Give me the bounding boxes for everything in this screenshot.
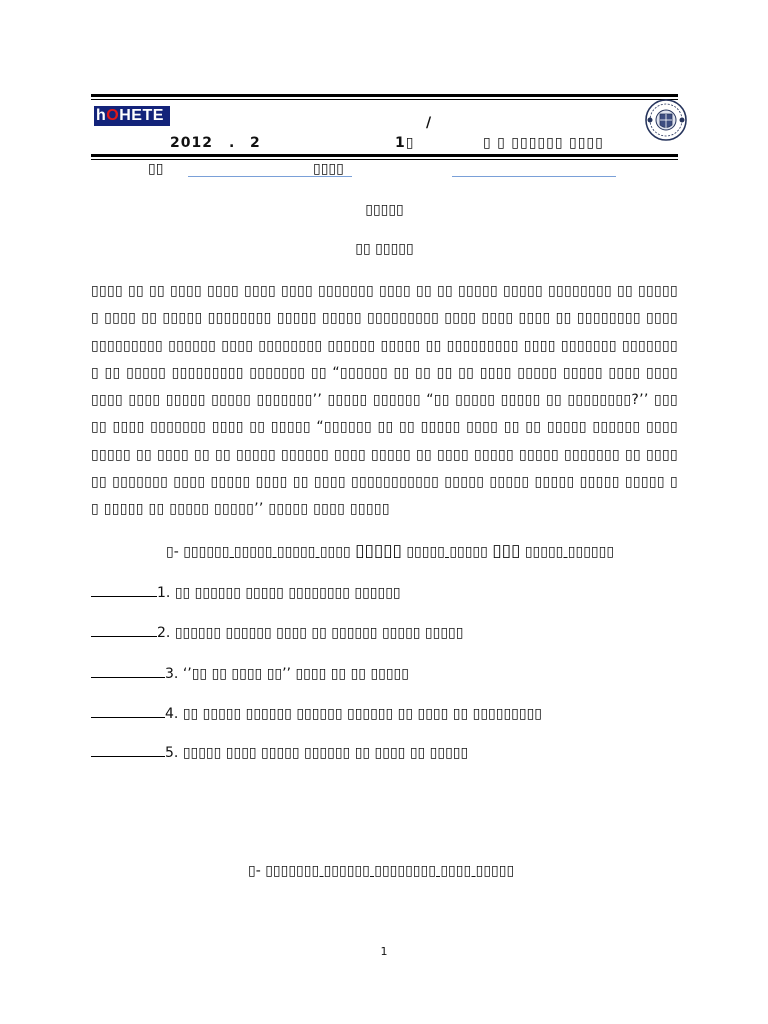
section-1-text-c: ▯▯▯▯▯ ▯▯▯▯▯▯ [524,544,615,560]
answer-blank-4[interactable] [91,703,165,718]
page-number: 1 [380,945,388,958]
answer-blank-1[interactable] [91,582,157,597]
header-subject: ▯ ▯ ▯▯▯▯▯▯ ▯▯▯▯ [483,135,604,151]
name-label: ▯▯ [148,161,164,177]
answer-blank-2[interactable] [91,622,157,637]
header-term: 2 [250,135,261,151]
section-1-heading [166,541,614,561]
class-label: ▯▯▯▯ [313,161,344,177]
header-rule-bottom-thick [91,154,678,157]
answer-blank-3[interactable] [91,663,165,678]
section-1-emphasis-a: ▯▯▯▯▯ [355,541,402,561]
school-logo: hOHETE [94,106,170,126]
question-1: 1. ▯▯ ▯▯▯▯▯▯ ▯▯▯▯▯ ▯▯▯▯▯▯▯▯ ▯▯▯▯▯▯ [91,582,401,601]
section-1-marker: ▯- [166,544,179,560]
reading-passage: ▯▯▯▯ ▯▯ ▯▯ ▯▯▯▯ ▯▯▯▯ ▯▯▯▯ ▯▯▯▯ ▯▯▯▯▯▯▯ ▯▯▯▯ ▯▯ ▯▯ ▯▯▯▯▯ ▯▯▯▯▯ ▯▯▯▯▯▯▯▯ ▯▯ ▯▯▯▯▯▯ ▯▯▯▯ ▯▯ ▯▯▯▯▯ ▯▯▯▯▯▯▯▯ ▯▯▯▯▯ ▯▯▯▯▯ ▯▯▯▯▯▯▯▯▯ ▯▯▯▯ ▯▯▯▯ ▯▯▯▯ ▯▯ ▯▯▯▯▯▯▯▯ ▯▯▯▯▯▯▯▯▯▯▯▯▯ ▯▯▯▯▯▯ ▯▯▯▯ ▯▯▯▯▯▯▯▯ ▯▯▯▯▯▯ ▯▯▯▯▯ ▯▯ ▯▯▯▯▯▯▯▯▯ ▯▯▯▯ ▯▯▯▯▯▯▯ ▯▯▯▯▯▯▯▯ ▯▯ ▯▯▯▯▯ ▯▯▯▯▯▯▯▯▯ ▯▯▯▯▯▯▯ ▯▯ “▯▯▯▯▯▯ ▯▯ ▯▯ ▯▯ ▯▯ ▯▯▯▯ ▯▯▯▯▯ ▯▯▯▯▯ ▯▯▯▯ ▯▯▯▯ ▯▯▯▯ ▯▯▯▯ ▯▯▯▯▯ ▯▯▯▯▯ ▯▯▯▯▯▯▯’’ ▯▯▯▯▯ ▯▯▯▯▯▯ “▯▯ ▯▯▯▯▯ ▯▯▯▯▯ ▯▯ ▯▯▯▯▯▯▯▯?’’ ▯▯▯▯▯ ▯▯▯▯ ▯▯▯▯▯▯▯ ▯▯▯▯ ▯▯ ▯▯▯▯▯ “▯▯▯▯▯▯ ▯▯ ▯▯ ▯▯▯▯▯ ▯▯▯▯ ▯▯ ▯▯ ▯▯▯▯▯ ▯▯▯▯▯▯ ▯▯▯▯ ▯▯▯▯▯ ▯▯ ▯▯▯▯ ▯▯ ▯▯ ▯▯▯▯▯ ▯▯▯▯▯▯ ▯▯▯▯ ▯▯▯▯▯ ▯▯ ▯▯▯▯ ▯▯▯▯▯ ▯▯▯▯▯ ▯▯▯▯▯▯▯ ▯▯ ▯▯▯▯ ▯▯ ▯▯▯▯▯▯▯ ▯▯▯▯ ▯▯▯▯▯ ▯▯▯▯ ▯▯ ▯▯▯▯ ▯▯▯▯▯▯▯▯▯▯▯ ▯▯▯▯▯ ▯▯▯▯▯ ▯▯▯▯▯ ▯▯▯▯▯ ▯▯▯▯▯ ▯▯ ▯▯▯▯▯ ▯▯ ▯▯▯▯▯ ▯▯▯▯▯’’ ▯▯▯▯▯ ▯▯▯▯ ▯▯▯▯▯ [91,283,678,518]
section-1-text-a: ▯▯▯▯▯▯ ▯▯▯▯▯ ▯▯▯▯▯ ▯▯▯▯ [183,544,351,560]
page-title: ▯▯▯▯▯ [365,202,404,218]
section-2-text: ▯▯▯▯▯▯▯ ▯▯▯▯▯▯ ▯▯▯▯▯▯▯▯ ▯▯▯▯ ▯▯▯▯▯ [265,863,515,879]
page-subtitle: ▯▯ ▯▯▯▯▯ [355,241,414,257]
header-grade: 1▯ [395,135,415,151]
section-2-heading [248,863,514,879]
header-year: 2012 [170,135,213,151]
header-rule-bottom-thin [91,159,678,160]
header-rule-top-thin [91,99,678,100]
school-seal-icon [643,98,689,142]
section-1-text-b: ▯▯▯▯▯ ▯▯▯▯▯ [406,544,488,560]
question-5: 5. ▯▯▯▯▯ ▯▯▯▯ ▯▯▯▯▯ ▯▯▯▯▯▯ ▯▯ ▯▯▯▯ ▯▯ ▯▯▯▯▯ [91,742,468,761]
header-slash: / [426,115,433,131]
question-4: 4. ▯▯ ▯▯▯▯▯ ▯▯▯▯▯▯ ▯▯▯▯▯▯ ▯▯▯▯▯▯ ▯▯ ▯▯▯▯ ▯▯ ▯▯▯▯▯▯▯▯▯ [91,703,542,722]
header-rule-top-thick [91,94,678,97]
question-2: 2. ▯▯▯▯▯▯ ▯▯▯▯▯▯ ▯▯▯▯ ▯▯ ▯▯▯▯▯▯ ▯▯▯▯▯ ▯▯▯▯▯ [91,622,463,641]
question-3: 3. ‘’▯▯ ▯▯ ▯▯▯▯ ▯▯’’ ▯▯▯▯ ▯▯ ▯▯ ▯▯▯▯▯ [91,663,409,682]
header-dot: . [229,135,236,151]
section-2-marker: ▯- [248,863,261,879]
section-1-emphasis-b: ▯▯▯ [492,541,521,561]
class-field[interactable] [452,176,616,177]
answer-blank-5[interactable] [91,742,165,757]
